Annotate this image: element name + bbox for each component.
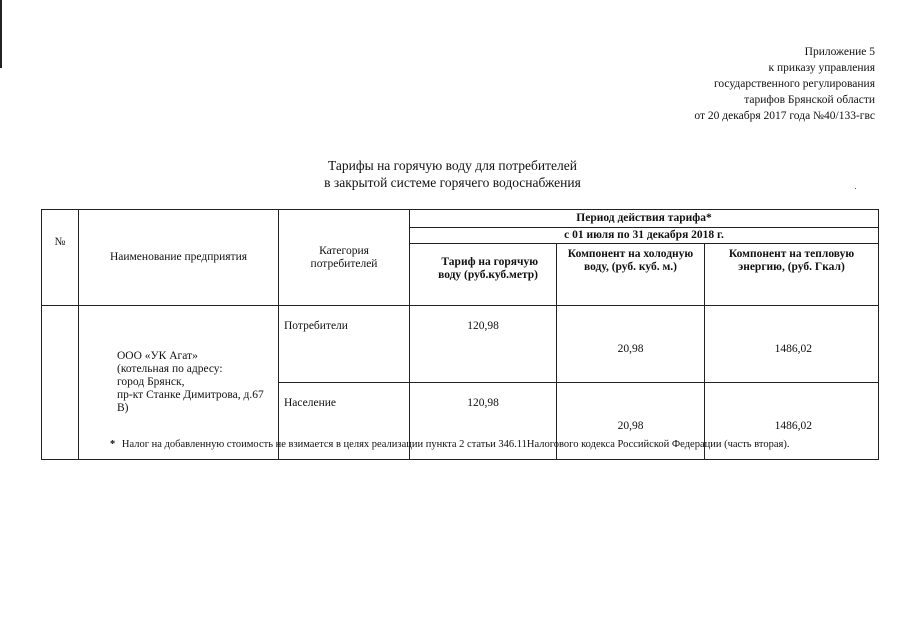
- header-heat-text: Компонент на тепловую энергию, (руб. Гкал): [728, 248, 855, 273]
- document-title: [0, 157, 905, 191]
- title-line-1: Тарифы на горячую воду для потребителей: [328, 158, 577, 173]
- appendix-line: государственного регулирования: [713, 78, 875, 90]
- header-cold-component: [557, 244, 705, 306]
- footnote-text: Налог на добавленную стоимость не взимается в целях реализации пункта 2 статьи 346.11Налогового кодекса Российской Федерации (часть вторая).: [121, 439, 790, 450]
- title-line-2: в закрытой системе горячего водоснабжения: [324, 175, 581, 190]
- header-tariff: [410, 244, 557, 306]
- cold-value: 20,98: [557, 383, 705, 460]
- tariff-value: 120,98: [410, 306, 557, 383]
- header-tariff-text: Тариф на горячую воду (руб.куб.метр): [438, 256, 538, 281]
- header-period: Период действия тарифа*: [410, 210, 879, 228]
- header-company: Наименование предприятия: [79, 210, 279, 306]
- footnote-star: *: [110, 439, 116, 450]
- company-name: ООО «УК Агат»: [117, 350, 198, 362]
- header-number: №: [42, 210, 79, 306]
- appendix-line: к приказу управления: [768, 62, 875, 74]
- header-category-text: Категория потребителей: [310, 244, 378, 270]
- header-category: [279, 210, 410, 306]
- company-address-1: (котельная по адресу:: [117, 363, 223, 375]
- cold-value: 20,98: [557, 306, 705, 383]
- tariff-table: [41, 209, 879, 460]
- scan-edge: [0, 0, 2, 68]
- company-cell: [79, 306, 279, 460]
- row-number-cell: [42, 306, 79, 460]
- heat-value: 1486,02: [705, 306, 879, 383]
- heat-value: 1486,02: [705, 383, 879, 460]
- tariff-value: 120,98: [410, 383, 557, 460]
- company-address-3: пр-кт Станке Димитрова, д.67 В): [117, 389, 264, 414]
- category-consumers: Потребители: [279, 306, 410, 383]
- footnote: [110, 438, 850, 452]
- appendix-line: тарифов Брянской области: [744, 94, 875, 106]
- category-population: Население: [279, 383, 410, 460]
- header-cold-text: Компонент на холодную воду, (руб. куб. м.): [567, 248, 694, 273]
- appendix-line: от 20 декабря 2017 года №40/133-гвс: [694, 110, 875, 122]
- header-heat-component: [705, 244, 879, 306]
- company-address-2: город Брянск,: [117, 376, 185, 388]
- appendix-reference: [575, 44, 875, 124]
- header-range: с 01 июля по 31 декабря 2018 г.: [410, 228, 879, 244]
- appendix-line: Приложение 5: [804, 46, 875, 58]
